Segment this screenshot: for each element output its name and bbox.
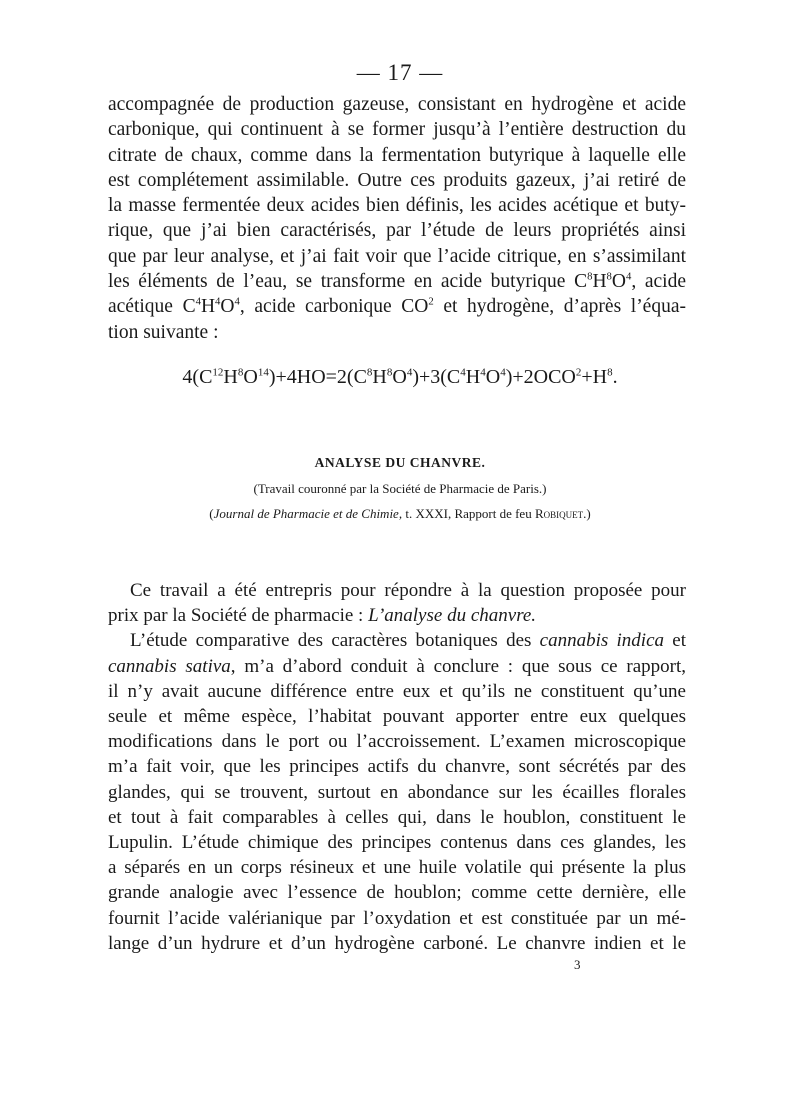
text-line: tion suivante : — [108, 321, 219, 343]
text-line: que par leur analyse, et j’ai fait voir que l’acide citrique, en s’assimilant — [108, 245, 686, 267]
text-line: m’a fait voir, que les principes actifs du chanvre, sont sécrétés par des — [108, 756, 686, 778]
text-line: seule et même espèce, l’habitat pouvant apporter entre eux quelques — [108, 706, 686, 728]
text-line: glandes, qui se trouvent, surtout en abondance sur les écailles florales — [108, 781, 686, 803]
text-line: les éléments de l’eau, se transforme en acide butyrique $C^8H^8O^4$, acide — [108, 270, 687, 293]
page-number: — 17 — — [356, 60, 444, 85]
text-line: prix par la Société de pharmacie : L’analyse du chanvre. — [108, 605, 537, 627]
butyric-formula: $C^8H^8O^4$ — [574, 270, 632, 293]
species-name: cannabis indica — [539, 630, 665, 652]
text-line: fournit l’acide valérianique par l’oxydation et est constituée par un mé- — [108, 907, 686, 929]
source-note: (Journal de Pharmacie et de Chimie, t. XXXI, Rapport de feu Robiquet.) — [209, 506, 591, 521]
text-line: acétique $C^4H^4O^4$, acide carbonique $CO^2$ et hydrogène, d’après l’équa- — [108, 295, 686, 318]
text-line: Ce travail a été entrepris pour répondre à la question proposée pour — [130, 580, 686, 601]
section-heading: ANALYSE DU CHANVRE. — [314, 455, 486, 470]
author-name: Robiquet — [534, 506, 584, 521]
question-title: L’analyse du chanvre. — [368, 605, 537, 627]
text-line: il n’y avait aucune différence entre eux et qu’ils ne constituent qu’une — [108, 680, 686, 702]
carbonic-formula: $CO^2$ — [401, 295, 434, 318]
text-line: la masse fermentée deux acides bien définis, les acides acétique et buty- — [108, 195, 686, 217]
text-line: lange d’un hydrure et d’un hydrogène carboné. Le chanvre indien et le — [108, 932, 686, 954]
acetic-formula: $C^4H^4O^4$ — [182, 295, 240, 318]
text-line: carbonique, qui continuent à se former jusqu’à l’entière destruction du — [108, 119, 686, 141]
chemical-equation: $4(C^{12}H^8O^{14})+4HO=2(C^8H^8O^4)+3(C^4H^4O^4)+2OCO^2+H^8$. — [182, 366, 618, 388]
text-line: est complétement assimilable. Outre ces produits gazeux, j’ai retiré de — [108, 169, 686, 191]
text-line: a séparés en un corps résineux et une huile volatile qui présente la plus — [108, 857, 686, 879]
award-note: (Travail couronné par la Société de Pharmacie de Paris.) — [253, 481, 547, 496]
text-line: L’étude comparative des caractères botaniques des cannabis indica et — [130, 630, 686, 652]
text-line: rique, que j’ai bien caractérisés, par l’étude de leurs propriétés ainsi — [108, 220, 686, 242]
signature-mark: 3 — [574, 957, 581, 972]
text-line: Lupulin. L’étude chimique des principes contenus dans ces glandes, les — [108, 832, 686, 854]
text-line: et tout à fait comparables à celles qui, dans le houblon, constituent le — [108, 806, 686, 828]
journal-title: Journal de Pharmacie et de Chimie, — [213, 506, 403, 521]
text-line: cannabis sativa, m’a d’abord conduit à conclure : que sous ce rapport, — [108, 655, 686, 677]
text-line: citrate de chaux, comme dans la fermentation butyrique à laquelle elle — [108, 144, 686, 166]
paragraph-hemp-analysis — [108, 578, 686, 956]
text-line: accompagnée de production gazeuse, consistant en hydrogène et acide — [108, 94, 686, 115]
paragraph-fermentation — [108, 92, 686, 345]
species-name: cannabis sativa — [108, 655, 231, 677]
text-line: grande analogie avec l’essence de houblon; comme cette dernière, elle — [108, 882, 686, 904]
text-line: modifications dans le port ou l’accroissement. L’examen microscopique — [108, 731, 686, 753]
